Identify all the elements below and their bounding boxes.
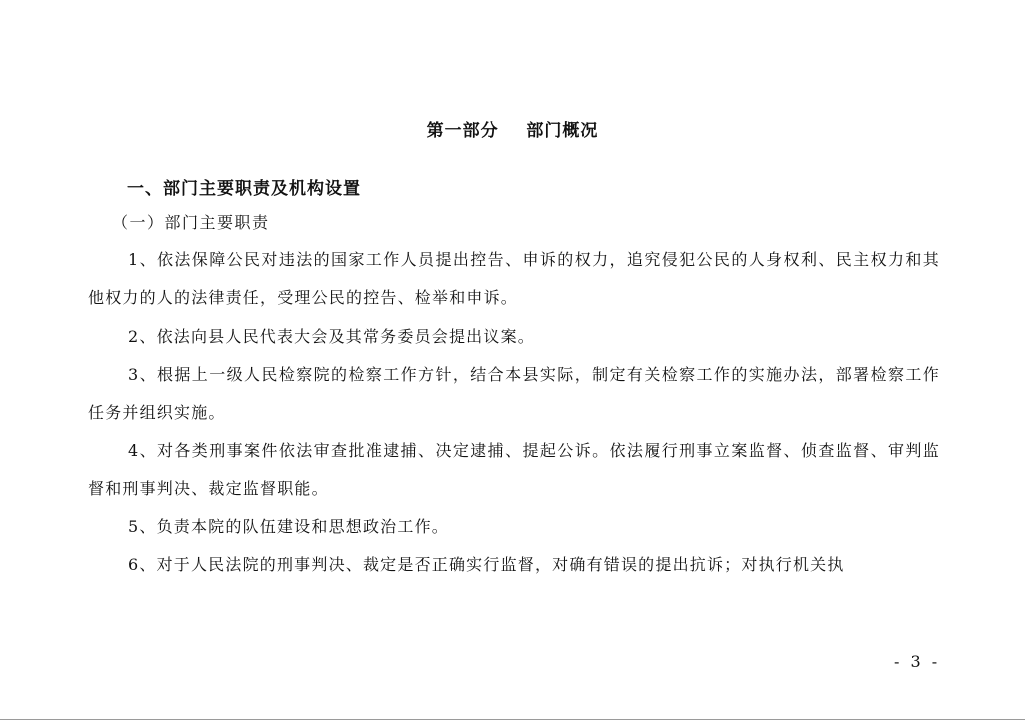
paragraph-duty-4: 4、对各类刑事案件依法审查批准逮捕、决定逮捕、提起公诉。依法履行刑事立案监督、侦查监督、审判监督和刑事判决、裁定监督职能。 bbox=[88, 441, 940, 498]
section-title: 第一部分 部门概况 bbox=[426, 121, 599, 141]
paragraph-duty-5: 5、负责本院的队伍建设和思想政治工作。 bbox=[128, 517, 449, 536]
page-number: - 3 - bbox=[894, 652, 941, 671]
paragraph-duty-2: 2、依法向县人民代表大会及其常务委员会提出议案。 bbox=[128, 327, 535, 346]
subheading-main-duties: （一）部门主要职责 bbox=[112, 213, 270, 232]
paragraph-duty-3: 3、根据上一级人民检察院的检察工作方针，结合本县实际，制定有关检察工作的实施办法，部署检察工作任务并组织实施。 bbox=[88, 365, 940, 422]
page-bottom-divider bbox=[0, 719, 1025, 720]
paragraph-duty-1: 1、依法保障公民对违法的国家工作人员提出控告、申诉的权力，追究侵犯公民的人身权利、民主权力和其他权力的人的法律责任，受理公民的控告、检举和申诉。 bbox=[88, 250, 940, 307]
heading-main-duties-and-structure: 一、部门主要职责及机构设置 bbox=[127, 179, 361, 199]
paragraph-duty-6: 6、对于人民法院的刑事判决、裁定是否正确实行监督，对确有错误的提出抗诉；对执行机关执 bbox=[128, 555, 845, 574]
